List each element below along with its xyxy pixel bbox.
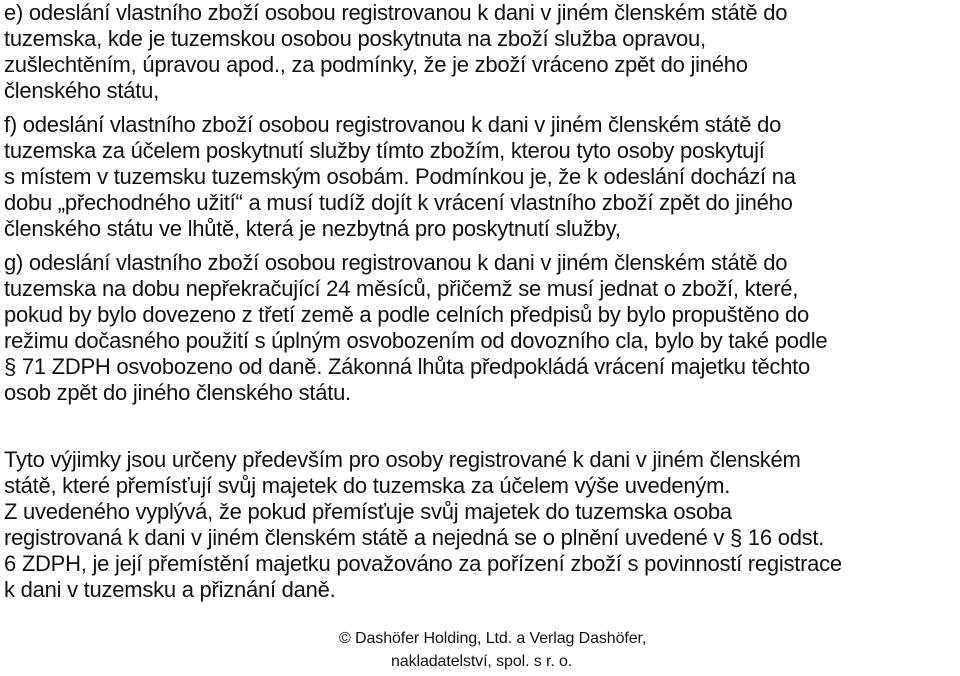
- paragraph-line: státě, které přemísťují svůj majetek do tuzemska za účelem výše uvedeným.: [4, 473, 731, 498]
- paragraph-line: tuzemska za účelem poskytnutí služby tímto zbožím, kterou tyto osoby poskytují: [4, 138, 765, 163]
- paragraph-line: osob zpět do jiného členského státu.: [4, 380, 351, 405]
- paragraph-line: e) odeslání vlastního zboží osobou registrovanou k dani v jiném členském státě do: [4, 0, 788, 25]
- paragraph-line: členského státu ve lhůtě, která je nezbytná pro poskytnutí služby,: [4, 216, 621, 241]
- paragraph-line: pokud by bylo dovezeno z třetí země a podle celních předpisů by bylo propuštěno do: [4, 302, 810, 327]
- paragraph-line: registrovaná k dani v jiném členském státě a nejedná se o plnění uvedené v § 16 odst.: [4, 525, 825, 550]
- footer-company: nakladatelství, spol. s r. o.: [391, 653, 573, 670]
- footer-copyright: © Dashöfer Holding, Ltd. a Verlag Dashöfer,: [339, 630, 647, 647]
- paragraph-line: s místem v tuzemsku tuzemským osobám. Podmínkou je, že k odeslání dochází na: [4, 164, 796, 189]
- paragraph-line: tuzemska na dobu nepřekračující 24 měsíců, přičemž se musí jednat o zboží, které,: [4, 276, 799, 301]
- paragraph-line: režimu dočasného použití s úplným osvobozením od dovozního cla, bylo by také podle: [4, 328, 828, 353]
- paragraph-line: § 71 ZDPH osvobozeno od daně. Zákonná lhůta předpokládá vrácení majetku těchto: [4, 354, 811, 379]
- paragraph-line: tuzemska, kde je tuzemskou osobou poskytnuta na zboží služba opravou,: [4, 26, 706, 51]
- paragraph-line: Tyto výjimky jsou určeny především pro osoby registrované k dani v jiném členském: [4, 447, 801, 472]
- paragraph-line: f) odeslání vlastního zboží osobou registrovanou k dani v jiném členském státě do: [4, 112, 782, 137]
- paragraph-line: k dani v tuzemsku a přiznání daně.: [4, 577, 336, 602]
- paragraph-line: g) odeslání vlastního zboží osobou registrovanou k dani v jiném členském státě do: [4, 250, 788, 275]
- paragraph-line: zušlechtěním, úpravou apod., za podmínky, že je zboží vráceno zpět do jiného: [4, 52, 748, 77]
- paragraph-line: Z uvedeného vyplývá, že pokud přemísťuje svůj majetek do tuzemska osoba: [4, 499, 732, 524]
- paragraph-line: členského státu,: [4, 78, 159, 103]
- paragraph-line: dobu „přechodného užití“ a musí tudíž dojít k vrácení vlastního zboží zpět do jiného: [4, 190, 793, 215]
- paragraph-line: 6 ZDPH, je její přemístění majetku považováno za pořízení zboží s povinností registrace: [4, 551, 842, 576]
